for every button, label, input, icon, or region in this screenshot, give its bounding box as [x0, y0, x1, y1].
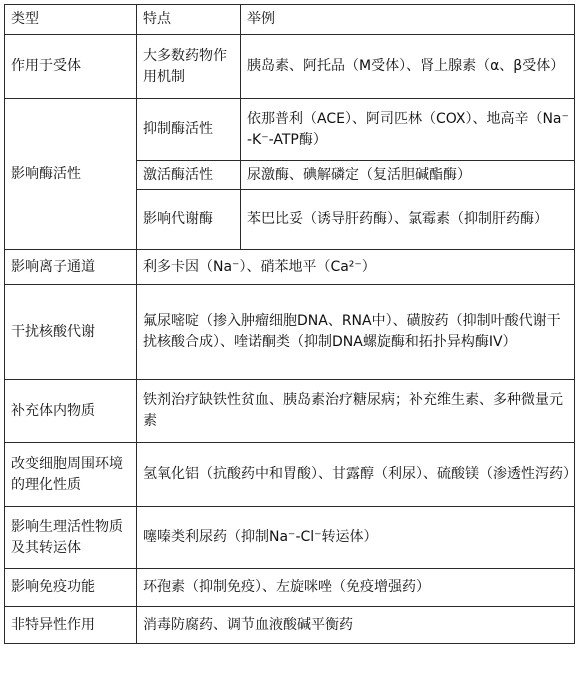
row-example: 利多卡因（Na⁻）、硝苯地平（Ca²⁻） — [137, 250, 575, 285]
row-feature: 抑制酶活性 — [137, 99, 241, 161]
row-example: 氢氧化铝（抗酸药中和胃酸）、甘露醇（利尿）、硫酸镁（渗透性泻药） — [137, 443, 575, 507]
drug-mechanism-table — [4, 4, 575, 644]
table-row — [5, 607, 575, 644]
table-row — [5, 99, 575, 161]
row-example: 铁剂治疗缺铁性贫血、胰岛素治疗糖尿病；补充维生素、多种微量元素 — [137, 380, 575, 443]
row-feature: 影响代谢酶 — [137, 190, 241, 250]
row-type: 影响离子通道 — [5, 250, 137, 285]
row-type: 影响免疫功能 — [5, 569, 137, 607]
row-feature: 激活酶活性 — [137, 161, 241, 190]
row-type: 影响生理活性物质及其转运体 — [5, 507, 137, 569]
row-type: 影响酶活性 — [5, 99, 137, 250]
table-row — [5, 285, 575, 380]
row-feature: 大多数药物作用机制 — [137, 35, 241, 99]
header-type: 类型 — [5, 5, 137, 35]
row-type: 补充体内物质 — [5, 380, 137, 443]
row-example: 噻嗪类利尿药（抑制Na⁻-Cl⁻转运体） — [137, 507, 575, 569]
table-row — [5, 35, 575, 99]
row-example: 尿激酶、碘解磷定（复活胆碱酯酶） — [241, 161, 575, 190]
row-example: 环孢素（抑制免疫）、左旋咪唑（免疫增强药） — [137, 569, 575, 607]
row-example: 氟尿嘧啶（掺入肿瘤细胞DNA、RNA中）、磺胺药（抑制叶酸代谢干扰核酸合成）、喹诺酮类（抑制DNA螺旋酶和拓扑异构酶IV） — [137, 285, 575, 380]
row-example: 苯巴比妥（诱导肝药酶）、氯霉素（抑制肝药酶） — [241, 190, 575, 250]
row-example: 依那普利（ACE）、阿司匹林（COX）、地高辛（Na⁻-K⁻-ATP酶） — [241, 99, 575, 161]
row-type: 干扰核酸代谢 — [5, 285, 137, 380]
row-example: 消毒防腐药、调节血液酸碱平衡药 — [137, 607, 575, 644]
table-row — [5, 569, 575, 607]
row-example: 胰岛素、阿托品（M受体）、肾上腺素（α、β受体） — [241, 35, 575, 99]
table-row — [5, 380, 575, 443]
row-type: 改变细胞周围环境的理化性质 — [5, 443, 137, 507]
table-row — [5, 507, 575, 569]
header-example: 举例 — [241, 5, 575, 35]
header-feature: 特点 — [137, 5, 241, 35]
table-row — [5, 443, 575, 507]
row-type: 非特异性作用 — [5, 607, 137, 644]
row-type: 作用于受体 — [5, 35, 137, 99]
table-row — [5, 250, 575, 285]
table-header-row — [5, 5, 575, 35]
